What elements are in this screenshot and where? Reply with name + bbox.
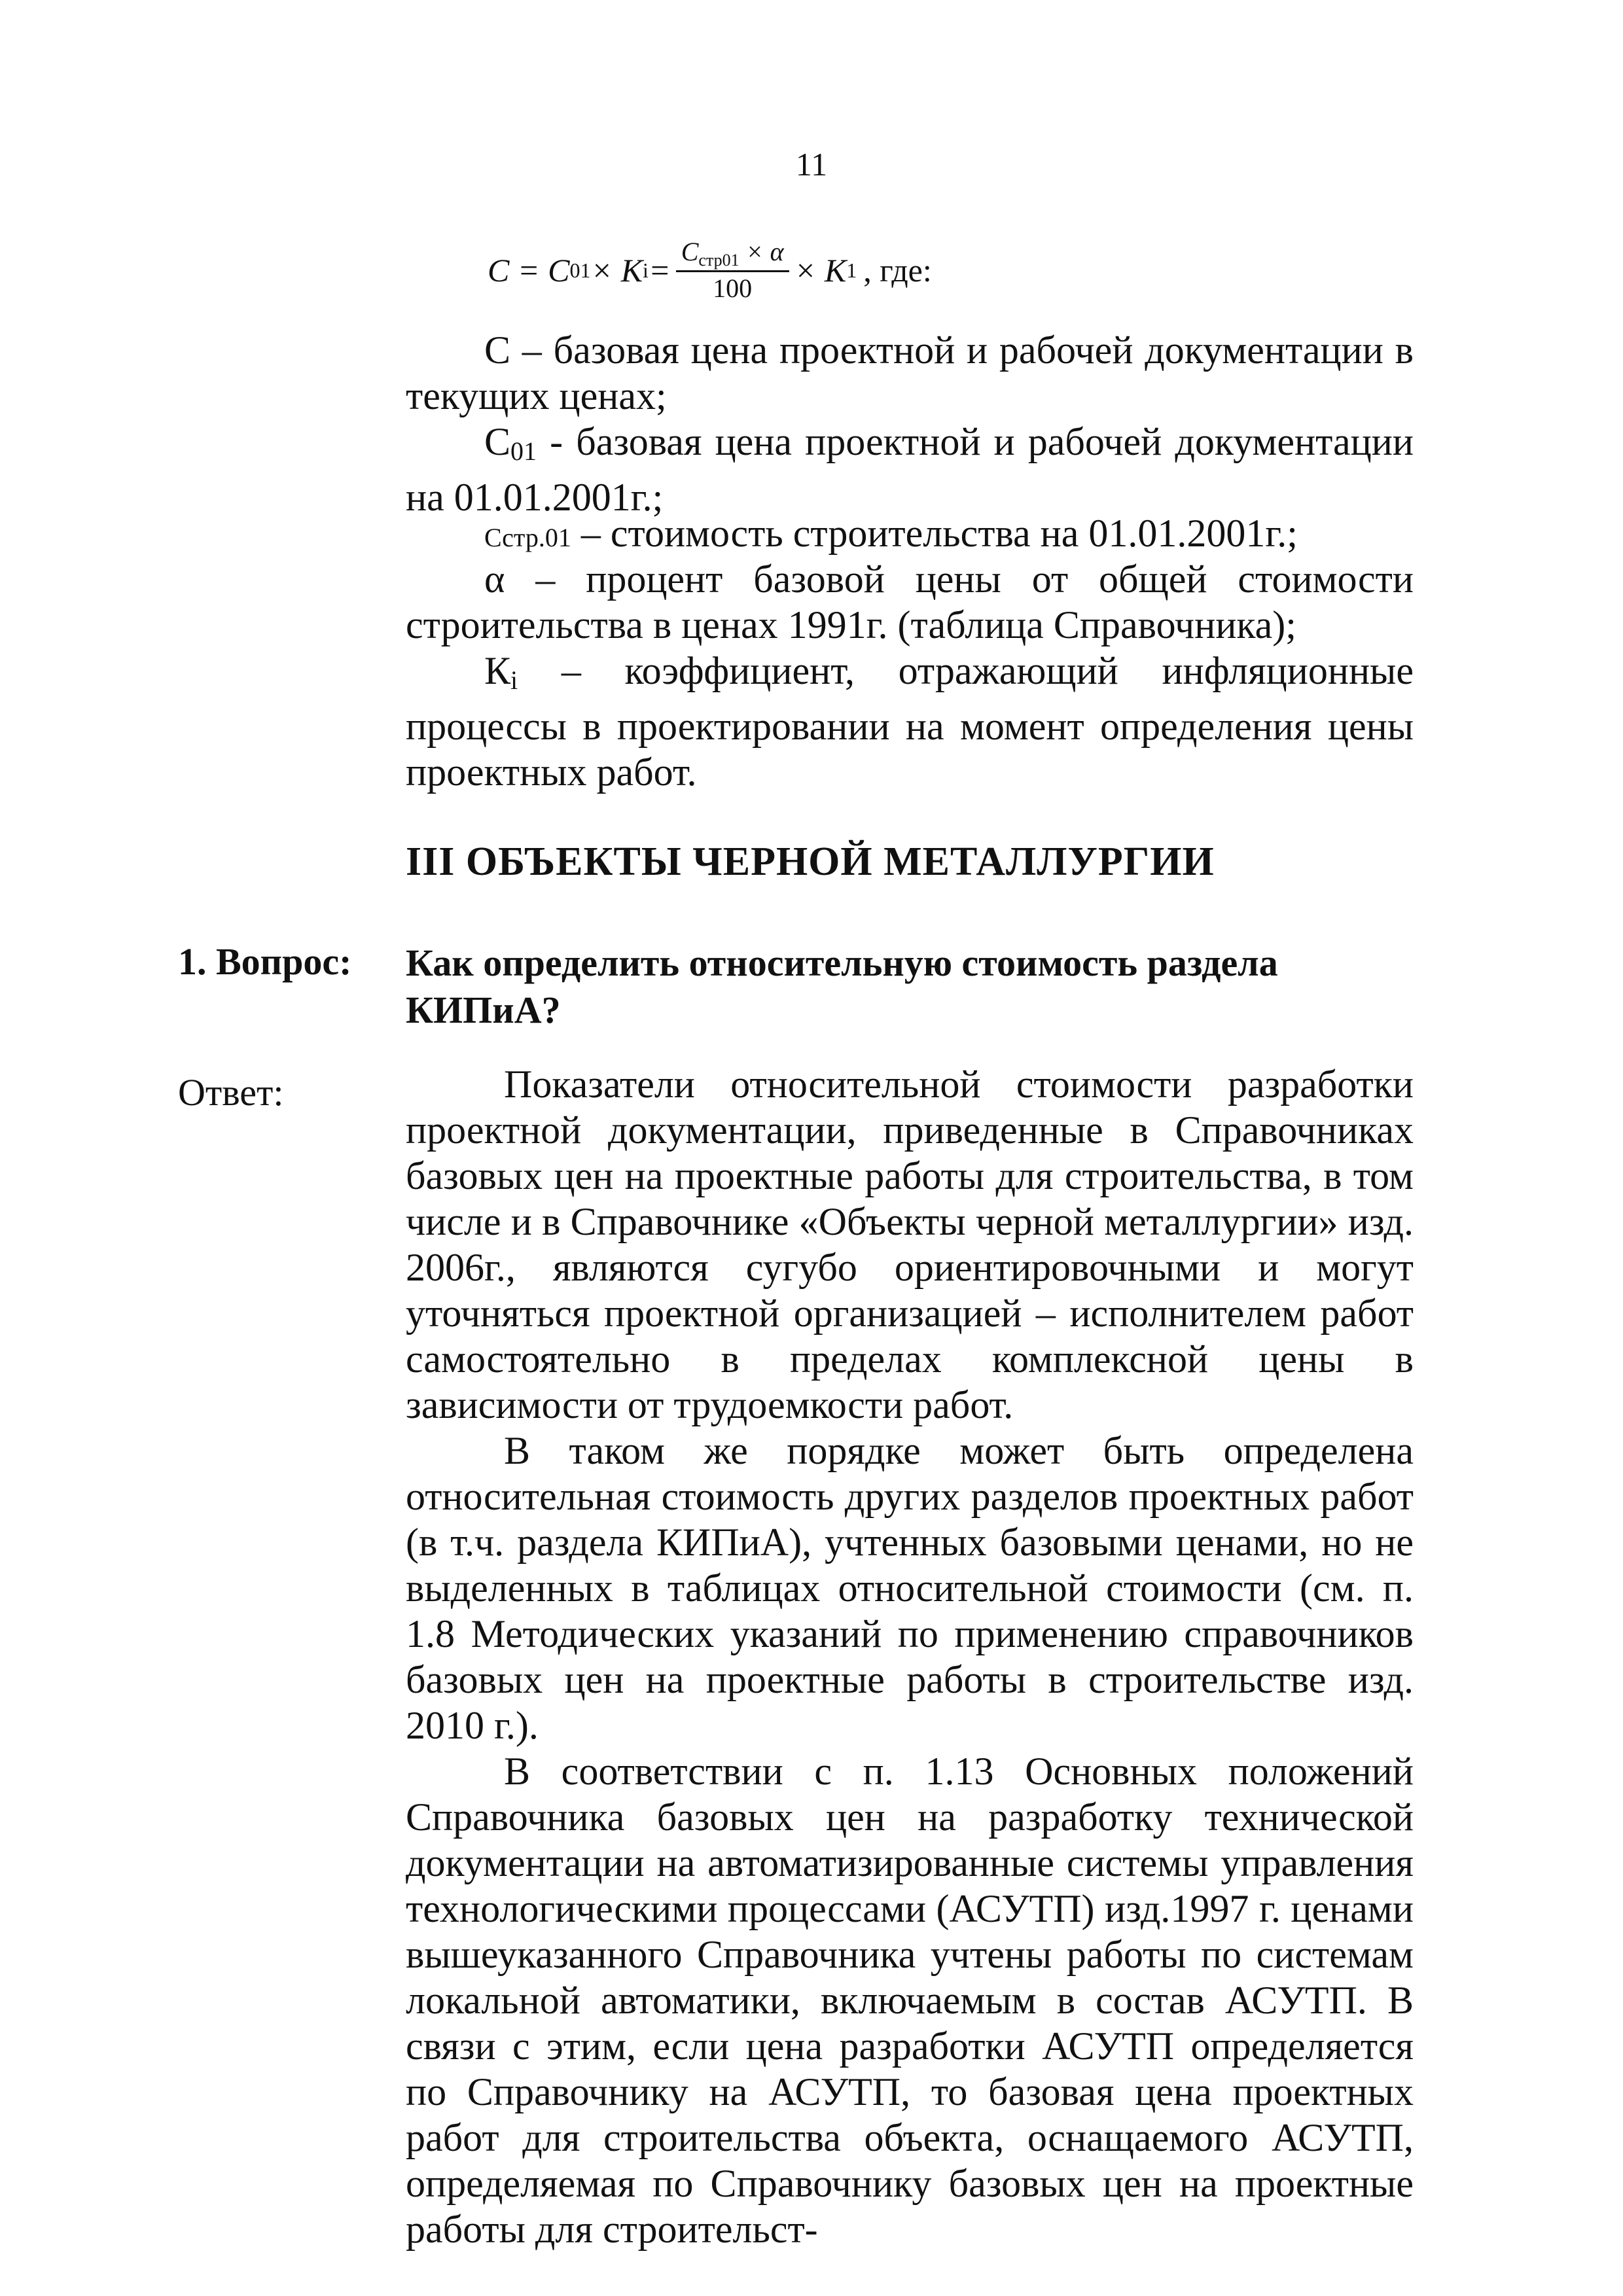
formula-after-fraction: × K [794, 252, 847, 289]
answer-paragraph: В таком же порядке может быть определена относительная стоимость других разделов проектных работ (в т.ч. раздела КИПиА), учтенных базовыми ценами, но не выделенных в таблицах относительной стоимости (см. п. 1.8 Методических указаний по применению справочников базовых цен на проектные работы в строительстве изд. 2010 г.). [406, 1429, 1414, 1747]
formula-numerator-tail: × α [739, 236, 784, 266]
section-heading: III ОБЪЕКТЫ ЧЕРНОЙ МЕТАЛЛУРГИИ [406, 839, 1215, 884]
c01-symbol: С [484, 420, 511, 463]
c01-sub: 01 [510, 436, 537, 466]
c01-text: - базовая цена проектной и рабочей документации на 01.01.2001г.; [406, 420, 1414, 519]
ki-symbol: К [484, 649, 511, 692]
cost-formula [488, 221, 932, 319]
formula-numerator [676, 238, 789, 272]
formula-after-fraction-sub: 1 [846, 258, 857, 282]
formula-times-k: × K [590, 252, 643, 289]
formula-denominator: 100 [713, 274, 753, 304]
definition-alpha: α – процент базовой цены от общей стоимости строительства в ценах 1991г. (таблица Справочника); [406, 557, 1414, 646]
answer-paragraph: В соответствии с п. 1.13 Основных положений Справочника базовых цен на разработку технической документации на автоматизированные системы управления технологическими процессами (АСУТП) изд.1997 г. ценами вышеуказанного Справочника учтены работы по системам локальной автоматики, включаемым в состав АСУТП. В связи с этим, если цена разработки АСУТП определяется по Справочнику на АСУТП, то базовая цена проектных работ для строительства объекта, оснащаемого АСУТП, определяемая по Справочнику базовых цен на проектные работы для строительст- [406, 1750, 1414, 2251]
formula-numerator-sub: стр01 [698, 250, 740, 270]
cstr-symbol: Сстр.01 [484, 523, 571, 552]
formula-lhs-sub: 01 [569, 258, 591, 282]
definition-c: С – базовая цена проектной и рабочей документации в текущих ценах; [406, 328, 1414, 417]
page-number: 11 [795, 146, 828, 183]
definition-cstr [406, 510, 1414, 561]
question-label: 1. Вопрос: [178, 940, 352, 983]
answer-label: Ответ: [178, 1071, 284, 1114]
formula-lhs: C = C [488, 252, 570, 289]
ki-text: – коэффициент, отражающий инфляционные процессы в проектировании на момент определения цены проектных работ. [406, 649, 1414, 794]
formula-fraction [676, 238, 789, 302]
cstr-text: – стоимость строительства на 01.01.2001г.; [571, 512, 1298, 555]
definition-ki [406, 648, 1414, 795]
question-text: Как определить относительную стоимость раздела КИПиА? [406, 942, 1278, 1031]
definition-c01 [406, 419, 1414, 520]
formula-numerator-symbol: C [681, 236, 699, 266]
ki-sub: i [510, 665, 518, 695]
formula-k-sub: i [643, 258, 649, 282]
formula-equals: = [648, 252, 671, 289]
answer-body [406, 1061, 1414, 2252]
formula-where: , где: [863, 252, 932, 289]
answer-paragraph: Показатели относительной стоимости разработки проектной документации, приведенные в Справочниках базовых цен на проектные работы для строительства, в том числе и в Справочнике «Объекты черной металлургии» изд. 2006г., являются сугубо ориентировочными и могут уточняться проектной организацией – исполнителем работ самостоятельно в пределах комплексной цены в зависимости от трудоемкости работ. [406, 1063, 1414, 1426]
